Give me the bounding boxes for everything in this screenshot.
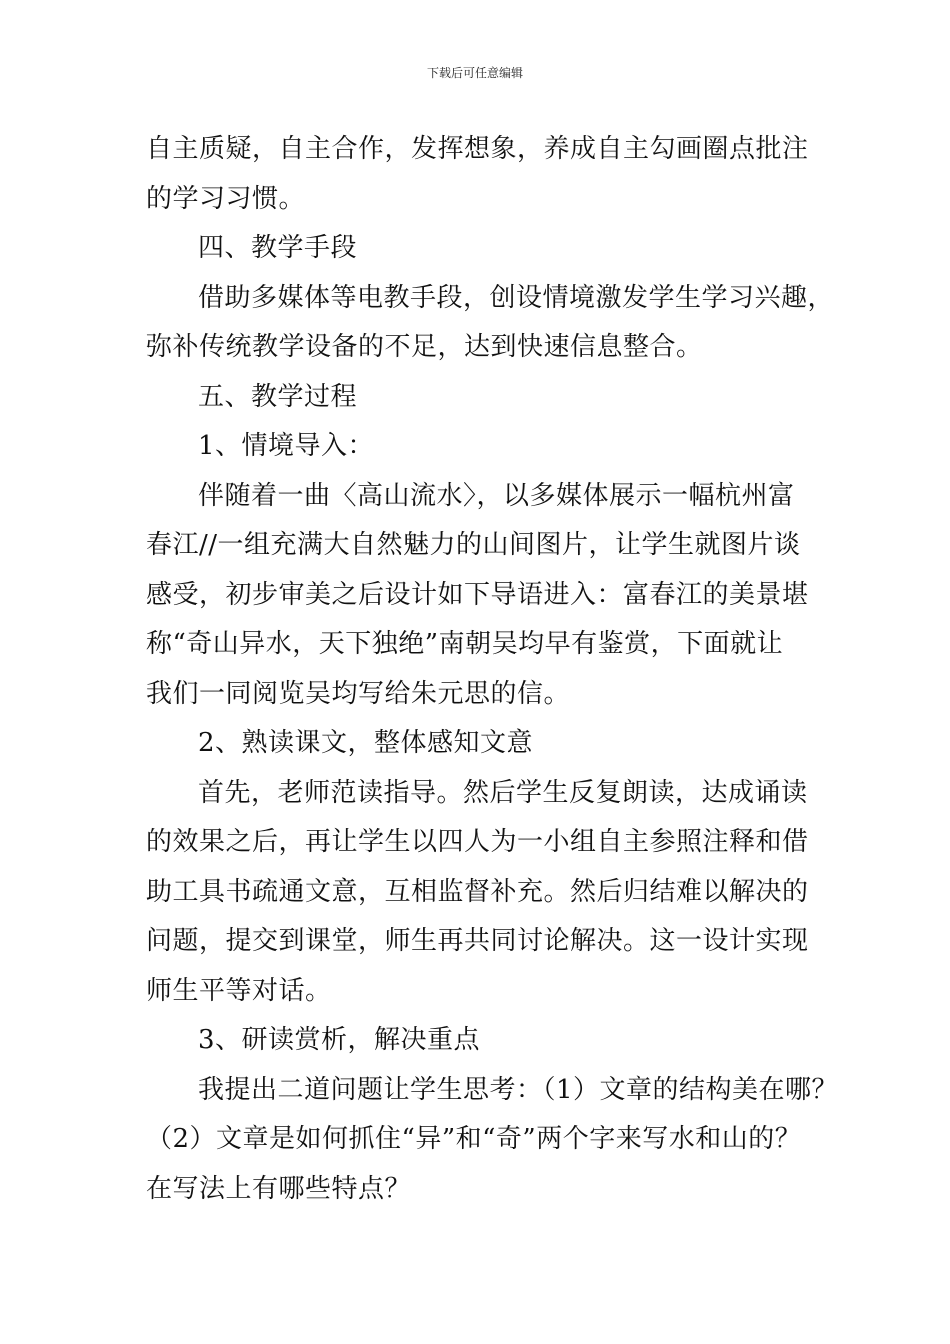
subsection-heading: 2、熟读课文，整体感知文意	[198, 728, 534, 758]
body-line: 助工具书疏通文意，互相监督补充。然后归结难以解决的	[146, 876, 809, 907]
body-line: 感受，初步审美之后设计如下导语进入：富春江的美景堪	[146, 579, 809, 610]
subsection-heading: 1、情境导入：	[198, 431, 375, 461]
body-line: 问题，提交到课堂，师生再共同讨论解决。这一设计实现	[146, 926, 809, 956]
body-line: （2）文章是如何抓住“异”和“奇”两个字来写水和山的？	[146, 1124, 802, 1154]
body-line: 我提出二道问题让学生思考：（1）文章的结构美在哪？	[198, 1074, 839, 1105]
document-body	[146, 125, 839, 1214]
section-heading: 四、教学手段	[198, 233, 358, 263]
body-line: 借助多媒体等电教手段，创设情境激发学生学习兴趣，	[198, 282, 835, 313]
body-line: 师生平等对话。	[146, 975, 332, 1006]
body-line: 首先，老师范读指导。然后学生反复朗读，达成诵读	[198, 777, 808, 808]
body-line: 的效果之后，再让学生以四人为一小组自主参照注释和借	[146, 827, 809, 857]
body-line: 春江//一组充满大自然魅力的山间图片，让学生就图片谈	[146, 530, 801, 560]
body-line: 称“奇山异水，天下独绝”南朝吴均早有鉴赏，下面就让	[146, 629, 784, 659]
page-header: 下载后可任意编辑	[426, 66, 523, 80]
body-line: 伴随着一曲〈高山流水〉，以多媒体展示一幅杭州富	[198, 480, 795, 511]
body-line: 的学习习惯。	[146, 183, 306, 214]
subsection-heading: 3、研读赏析，解决重点	[198, 1025, 481, 1055]
body-line: 在写法上有哪些特点？	[146, 1173, 412, 1204]
section-heading: 五、教学过程	[198, 381, 358, 412]
body-line: 弥补传统教学设备的不足，达到快速信息整合。	[146, 332, 703, 362]
body-line: 自主质疑，自主合作，发挥想象，养成自主勾画圈点批注	[146, 134, 809, 164]
body-line: 我们一同阅览吴均写给朱元思的信。	[146, 678, 571, 709]
